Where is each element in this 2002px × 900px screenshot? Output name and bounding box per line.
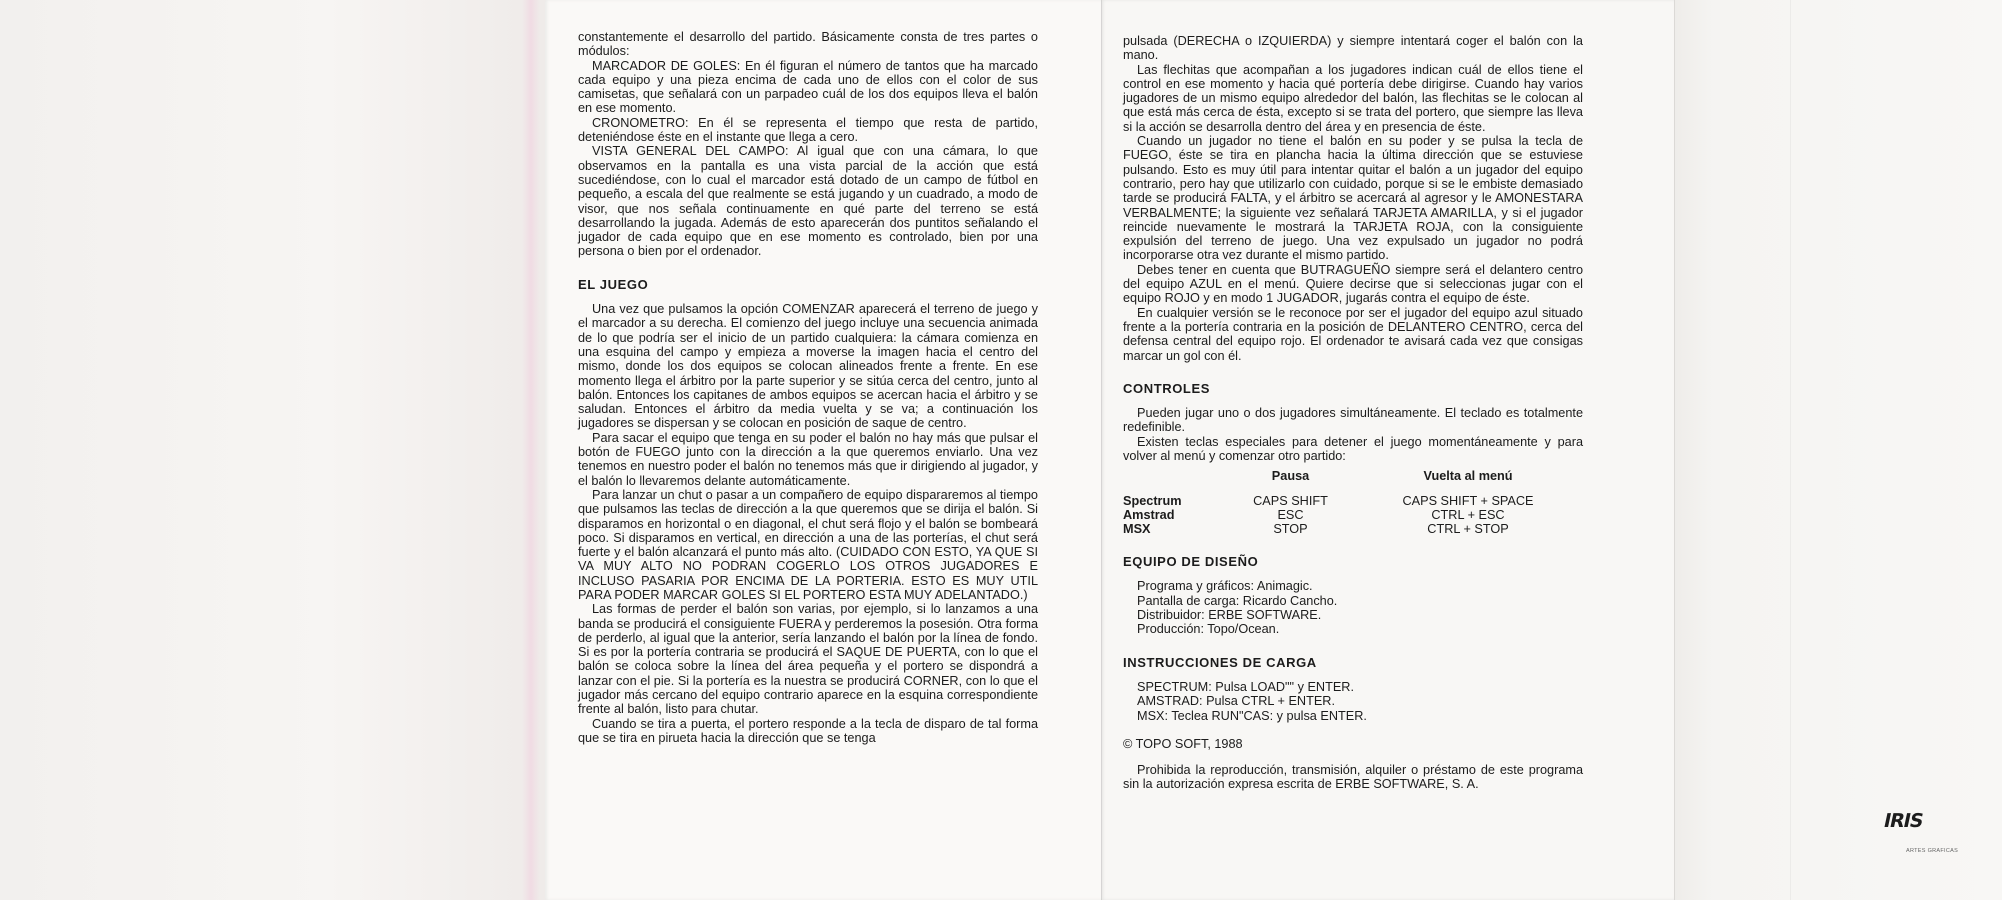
- menu-key: CTRL + STOP: [1427, 521, 1509, 536]
- pause-key: ESC: [1277, 507, 1304, 522]
- table-header-row: [1123, 469, 1583, 493]
- paragraph: Pueden jugar uno o dos jugadores simultáneamente. El teclado es totalmente redefinible.: [1123, 406, 1583, 435]
- menu-key: CTRL + ESC: [1431, 507, 1505, 522]
- paragraph: Para sacar el equipo que tenga en su poder el balón no hay más que pulsar el botón de FUEGO junto con la dirección a la que queremos enviarlo. Una vez tenemos en nuestro poder el balón no tenemos más que ir dirigiendo al jugador, y el balón lo llevaremos delante automáticamente.: [578, 430, 1038, 488]
- blank-back-panel: [1674, 0, 2002, 900]
- credit-line: Programa y gráficos: Animagic.: [1137, 579, 1313, 594]
- page-fold: [1790, 0, 1791, 900]
- table-corner: [1123, 469, 1228, 493]
- loading-line: AMSTRAD: Pulsa CTRL + ENTER.: [1137, 694, 1335, 709]
- copyright: © TOPO SOFT, 1988: [1123, 736, 1243, 751]
- controls-table: [1123, 469, 1583, 536]
- paragraph: pulsada (DERECHA o IZQUIERDA) y siempre intentará coger el balón con la mano.: [1123, 34, 1583, 63]
- section-heading-juego: EL JUEGO: [578, 276, 649, 292]
- paragraph: Existen teclas especiales para detener el juego momentáneamente y para volver al menú y comenzar otro partido:: [1123, 434, 1583, 464]
- printer-logo-subtitle: ARTES GRAFICAS: [1906, 848, 1959, 854]
- paragraph: Las formas de perder el balón son varias, por ejemplo, si lo lanzamos a una banda se producirá el consiguiente FUERA y perderemos la posesión. Otra forma de perderlo, al igual que la anterior, sería lanzando el balón por la línea de fondo. Si es por la portería contraria se producirá el SAQUE DE PUERTA, con lo que el balón se coloca sobre la línea del área pequeña y el portero se dispondrá a lanzar con el pie. Si la portería es la nuestra se producirá CORNER, con lo que el jugador más cercano del equipo contrario aparece en la esquina correspondiente frente al balón, listo para chutar.: [578, 602, 1038, 717]
- table-row: [1123, 508, 1583, 522]
- section-heading-controles: CONTROLES: [1123, 380, 1211, 396]
- table-row: [1123, 522, 1583, 536]
- section-heading-diseno: EQUIPO DE DISEÑO: [1123, 554, 1259, 570]
- system-name: Amstrad: [1123, 507, 1175, 522]
- column-header-pause: Pausa: [1271, 469, 1310, 484]
- loading-line: SPECTRUM: Pulsa LOAD"" y ENTER.: [1137, 679, 1354, 694]
- right-column: [1123, 34, 1583, 792]
- system-name: MSX: [1123, 521, 1151, 536]
- paragraph: En cualquier versión se le reconoce por ser el jugador del equipo azul situado frente a la portería contraria en la posición de DELANTERO CENTRO, cerca del defensa central del equipo rojo. El ordenador te avisará cada vez que consigas marcar un gol con él.: [1123, 305, 1583, 363]
- paragraph: constantemente el desarrollo del partido. Básicamente consta de tres partes o módulos:: [578, 30, 1038, 59]
- system-name: Spectrum: [1123, 493, 1182, 508]
- menu-key: CAPS SHIFT + SPACE: [1402, 493, 1534, 508]
- credit-line: Distribuidor: ERBE SOFTWARE.: [1137, 608, 1322, 623]
- section-heading-carga: INSTRUCCIONES DE CARGA: [1123, 654, 1317, 670]
- paragraph: Cuando un jugador no tiene el balón en su poder y se pulsa la tecla de FUEGO, éste se tira en plancha hacia la última dirección que se estuviese pulsando. Esto es muy útil para intentar quitar el balón a un jugador del equipo contrario, pero hay que utilizarlo con cuidado, porque si se le embiste demasiado tarde se producirá FALTA, y el árbitro se acercará al agresor y le AMONESTARA VERBALMENTE; la siguiente vez señalará TARJETA AMARILLA, y si el jugador reincide nuevamente le mostrará la TARJETA ROJA, con la consiguiente expulsión del terreno de juego. Una vez expulsado un jugador no podrá incorporarse otra vez durante el mismo partido.: [1123, 134, 1583, 263]
- loading-instructions: [1137, 680, 1583, 723]
- blank-left-panel: [0, 0, 545, 900]
- credits-list: [1137, 579, 1583, 636]
- table-row: [1123, 494, 1583, 508]
- paragraph: Cuando se tira a puerta, el portero responde a la tecla de disparo de tal forma que se tira en pirueta hacia la dirección que se tenga: [578, 716, 1038, 745]
- page-fold: [1101, 0, 1102, 900]
- printer-logo: [1881, 810, 1959, 858]
- paragraph: Debes tener en cuenta que BUTRAGUEÑO siempre será el delantero centro del equipo AZUL en el menú. Quiere decirse que si seleccionas jugar con el equipo ROJO y en modo 1 JUGADOR, jugarás contra el equipo de éste.: [1123, 262, 1583, 306]
- pause-key: STOP: [1273, 521, 1308, 536]
- page-fold: [1674, 0, 1675, 900]
- pink-fold-tint: [522, 0, 540, 900]
- left-column: [578, 30, 1038, 745]
- printer-logo-mark: IRIS: [1881, 810, 1925, 832]
- paragraph: VISTA GENERAL DEL CAMPO: Al igual que con una cámara, lo que observamos en la pantalla es una vista parcial de la acción que está sucediéndose, con lo cual el marcador está dotado de un campo de fútbol en pequeño, a escala del que realmente se está jugando y un cuadrado, a modo de visor, que nos señala continuamente en qué parte del terreno se está desarrollando la jugada. Además de esto aparecerán dos puntitos señalando el jugador de cada equipo que en ese momento es controlado, bien por una persona o bien por el ordenador.: [578, 144, 1038, 259]
- pause-key: CAPS SHIFT: [1253, 493, 1328, 508]
- legal-notice: Prohibida la reproducción, transmisión, alquiler o préstamo de este programa sin la autorización expresa escrita de ERBE SOFTWARE, S. A.: [1123, 763, 1583, 792]
- paragraph: MARCADOR DE GOLES: En él figuran el número de tantos que ha marcado cada equipo y una pieza encima de cada uno de ellos con el color de sus camisetas, que señalará con un parpadeo cuál de los dos equipos lleva el balón en ese momento.: [578, 58, 1038, 116]
- paragraph: Para lanzar un chut o pasar a un compañero de equipo dispararemos al tiempo que pulsamos las teclas de dirección a la que queremos que se dirija el balón. Si disparamos en horizontal o en diagonal, el chut será flojo y el balón se bombeará poco. Si disparamos en vertical, en dirección a una de las porterías, el chut será fuerte y el balón alcanzará el punto más alto. (CUIDADO CON ESTO, YA QUE SI VA MUY ALTO NO PODRAN COGERLO LOS OTROS JUGADORES E INCLUSO PASARIA POR ENCIMA DE LA PORTERIA. ESTO ES MUY UTIL PARA PODER MARCAR GOLES SI EL PORTERO ESTA MUY ADELANTADO.): [578, 487, 1038, 602]
- credit-line: Pantalla de carga: Ricardo Cancho.: [1137, 593, 1338, 608]
- paragraph: Las flechitas que acompañan a los jugadores indican cuál de ellos tiene el control en ese momento y hacia qué portería debe dirigirse. Cuando hay varios jugadores de un mismo equipo alrededor del balón, las flechitas se le colocan al que está más cerca de ésta, excepto si se trata del portero, que siempre las lleva si la acción se desarrolla dentro del área y en presencia de éste.: [1123, 62, 1583, 134]
- loading-line: MSX: Teclea RUN"CAS: y pulsa ENTER.: [1137, 708, 1367, 723]
- column-header-menu: Vuelta al menú: [1423, 469, 1513, 484]
- paragraph: Una vez que pulsamos la opción COMENZAR aparecerá el terreno de juego y el marcador a su derecha. El comienzo del juego incluye una secuencia animada de lo que podría ser el inicio de un partido cualquiera: la cámara comienza en una esquina del campo y empieza a moverse la imagen hacia el centro del mismo, donde los dos equipos se colocan alineados frente a frente. En ese momento llega el árbitro por la parte superior y se sitúa cerca del centro, junto al balón. Entonces los capitanes de ambos equipos se acercan hacia el árbitro y se saludan. Entonces el árbitro da media vuelta y se va; a continuación los jugadores se dispersan y se colocan en posición de saque de centro.: [578, 302, 1038, 431]
- paragraph: CRONOMETRO: En él se representa el tiempo que resta de partido, deteniéndose éste en el instante que llega a cero.: [578, 115, 1038, 145]
- credit-line: Producción: Topo/Ocean.: [1137, 622, 1280, 637]
